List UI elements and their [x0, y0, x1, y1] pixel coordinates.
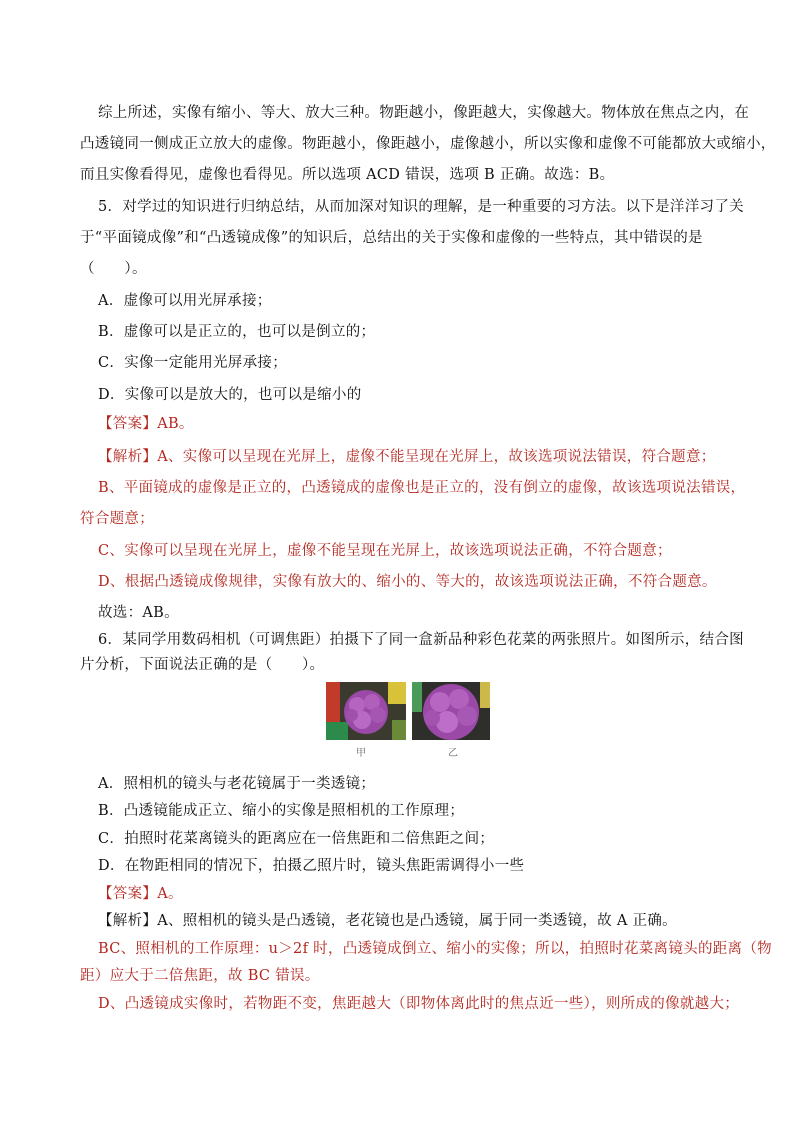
option-a: A．虚像可以用光屏承接；: [98, 293, 272, 309]
final-answer: 故选：AB。: [98, 605, 179, 621]
analysis-line: D、凸透镜成实像时，若物距不变，焦距越大（即物体离此时的焦点近一些），则所成的像就越大；: [98, 996, 740, 1012]
question-5-stem: 5．对学过的知识进行归纳总结，从而加深对知识的理解，是一种重要的习方法。以下是洋洋习了关: [98, 199, 744, 215]
option-d: D．在物距相同的情况下，拍摄乙照片时，镜头焦距需调得小一些: [98, 858, 525, 874]
answer-label: 【答案】A。: [98, 886, 183, 902]
option-b: B．虚像可以是正立的，也可以是倒立的；: [98, 324, 376, 340]
analysis-line: BC、照相机的工作原理：u＞2f 时，凸透镜成倒立、缩小的实像；所以，拍照时花菜离镜头的距离（物: [98, 941, 772, 957]
question-6-stem: 6．某同学用数码相机（可调焦距）拍摄下了同一盒新品种彩色花菜的两张照片。如图所示，结合图: [98, 632, 744, 648]
caption-jia: 甲: [356, 748, 366, 759]
text-line: 凸透镜同一侧成正立放大的虚像。物距越小，像距越小，虚像越小，所以实像和虚像不可能都放大或缩小，: [80, 136, 776, 152]
option-c: C．拍照时花菜离镜头的距离应在一倍焦距和二倍焦距之间；: [98, 831, 495, 847]
analysis-line: C、实像可以呈现在光屏上，虚像不能呈现在光屏上，故该选项说法正确，不符合题意；: [98, 543, 672, 559]
analysis-line: 【解析】A、照相机的镜头是凸透镜，老花镜也是凸透镜，属于同一类透镜，故 A 正确。: [98, 913, 677, 929]
analysis-line: 符合题意；: [80, 511, 154, 527]
question-5-stem: （ ）。: [80, 261, 147, 277]
photo-jia: [326, 682, 406, 740]
question-5-stem: 于“平面镜成像”和“凸透镜成像”的知识后，总结出的关于实像和虚像的一些特点，其中错误的是: [80, 230, 703, 246]
answer-label: 【答案】AB。: [98, 416, 194, 432]
analysis-line: 距）应大于二倍焦距，故 BC 错误。: [80, 968, 320, 984]
caption-yi: 乙: [448, 748, 458, 759]
option-b: B．凸透镜能成正立、缩小的实像是照相机的工作原理；: [98, 803, 465, 819]
analysis-line: D、根据凸透镜成像规律，实像有放大的、缩小的、等大的，故该选项说法正确，不符合题意。: [98, 574, 717, 590]
analysis-line: B、平面镜成的虚像是正立的，凸透镜成的虚像也是正立的，没有倒立的虚像，故该选项说法错误，: [98, 480, 746, 496]
question-6-stem: 片分析，下面说法正确的是（ ）。: [80, 657, 325, 673]
option-a: A．照相机的镜头与老花镜属于一类透镜；: [98, 776, 376, 792]
text-line: 而且实像看得见，虚像也看得见。所以选项 ACD 错误，选项 B 正确。故选：B。: [80, 167, 615, 183]
option-d: D．实像可以是放大的，也可以是缩小的: [98, 387, 362, 403]
analysis-line: 【解析】A、实像可以呈现在光屏上，虚像不能呈现在光屏上，故该选项说法错误，符合题意；: [98, 449, 716, 465]
photo-yi: [412, 682, 490, 740]
text-line: 综上所述，实像有缩小、等大、放大三种。物距越小，像距越大，实像越大。物体放在焦点之内，在: [98, 105, 750, 121]
option-c: C．实像一定能用光屏承接；: [98, 355, 287, 371]
cauliflower-figure: [326, 682, 466, 760]
